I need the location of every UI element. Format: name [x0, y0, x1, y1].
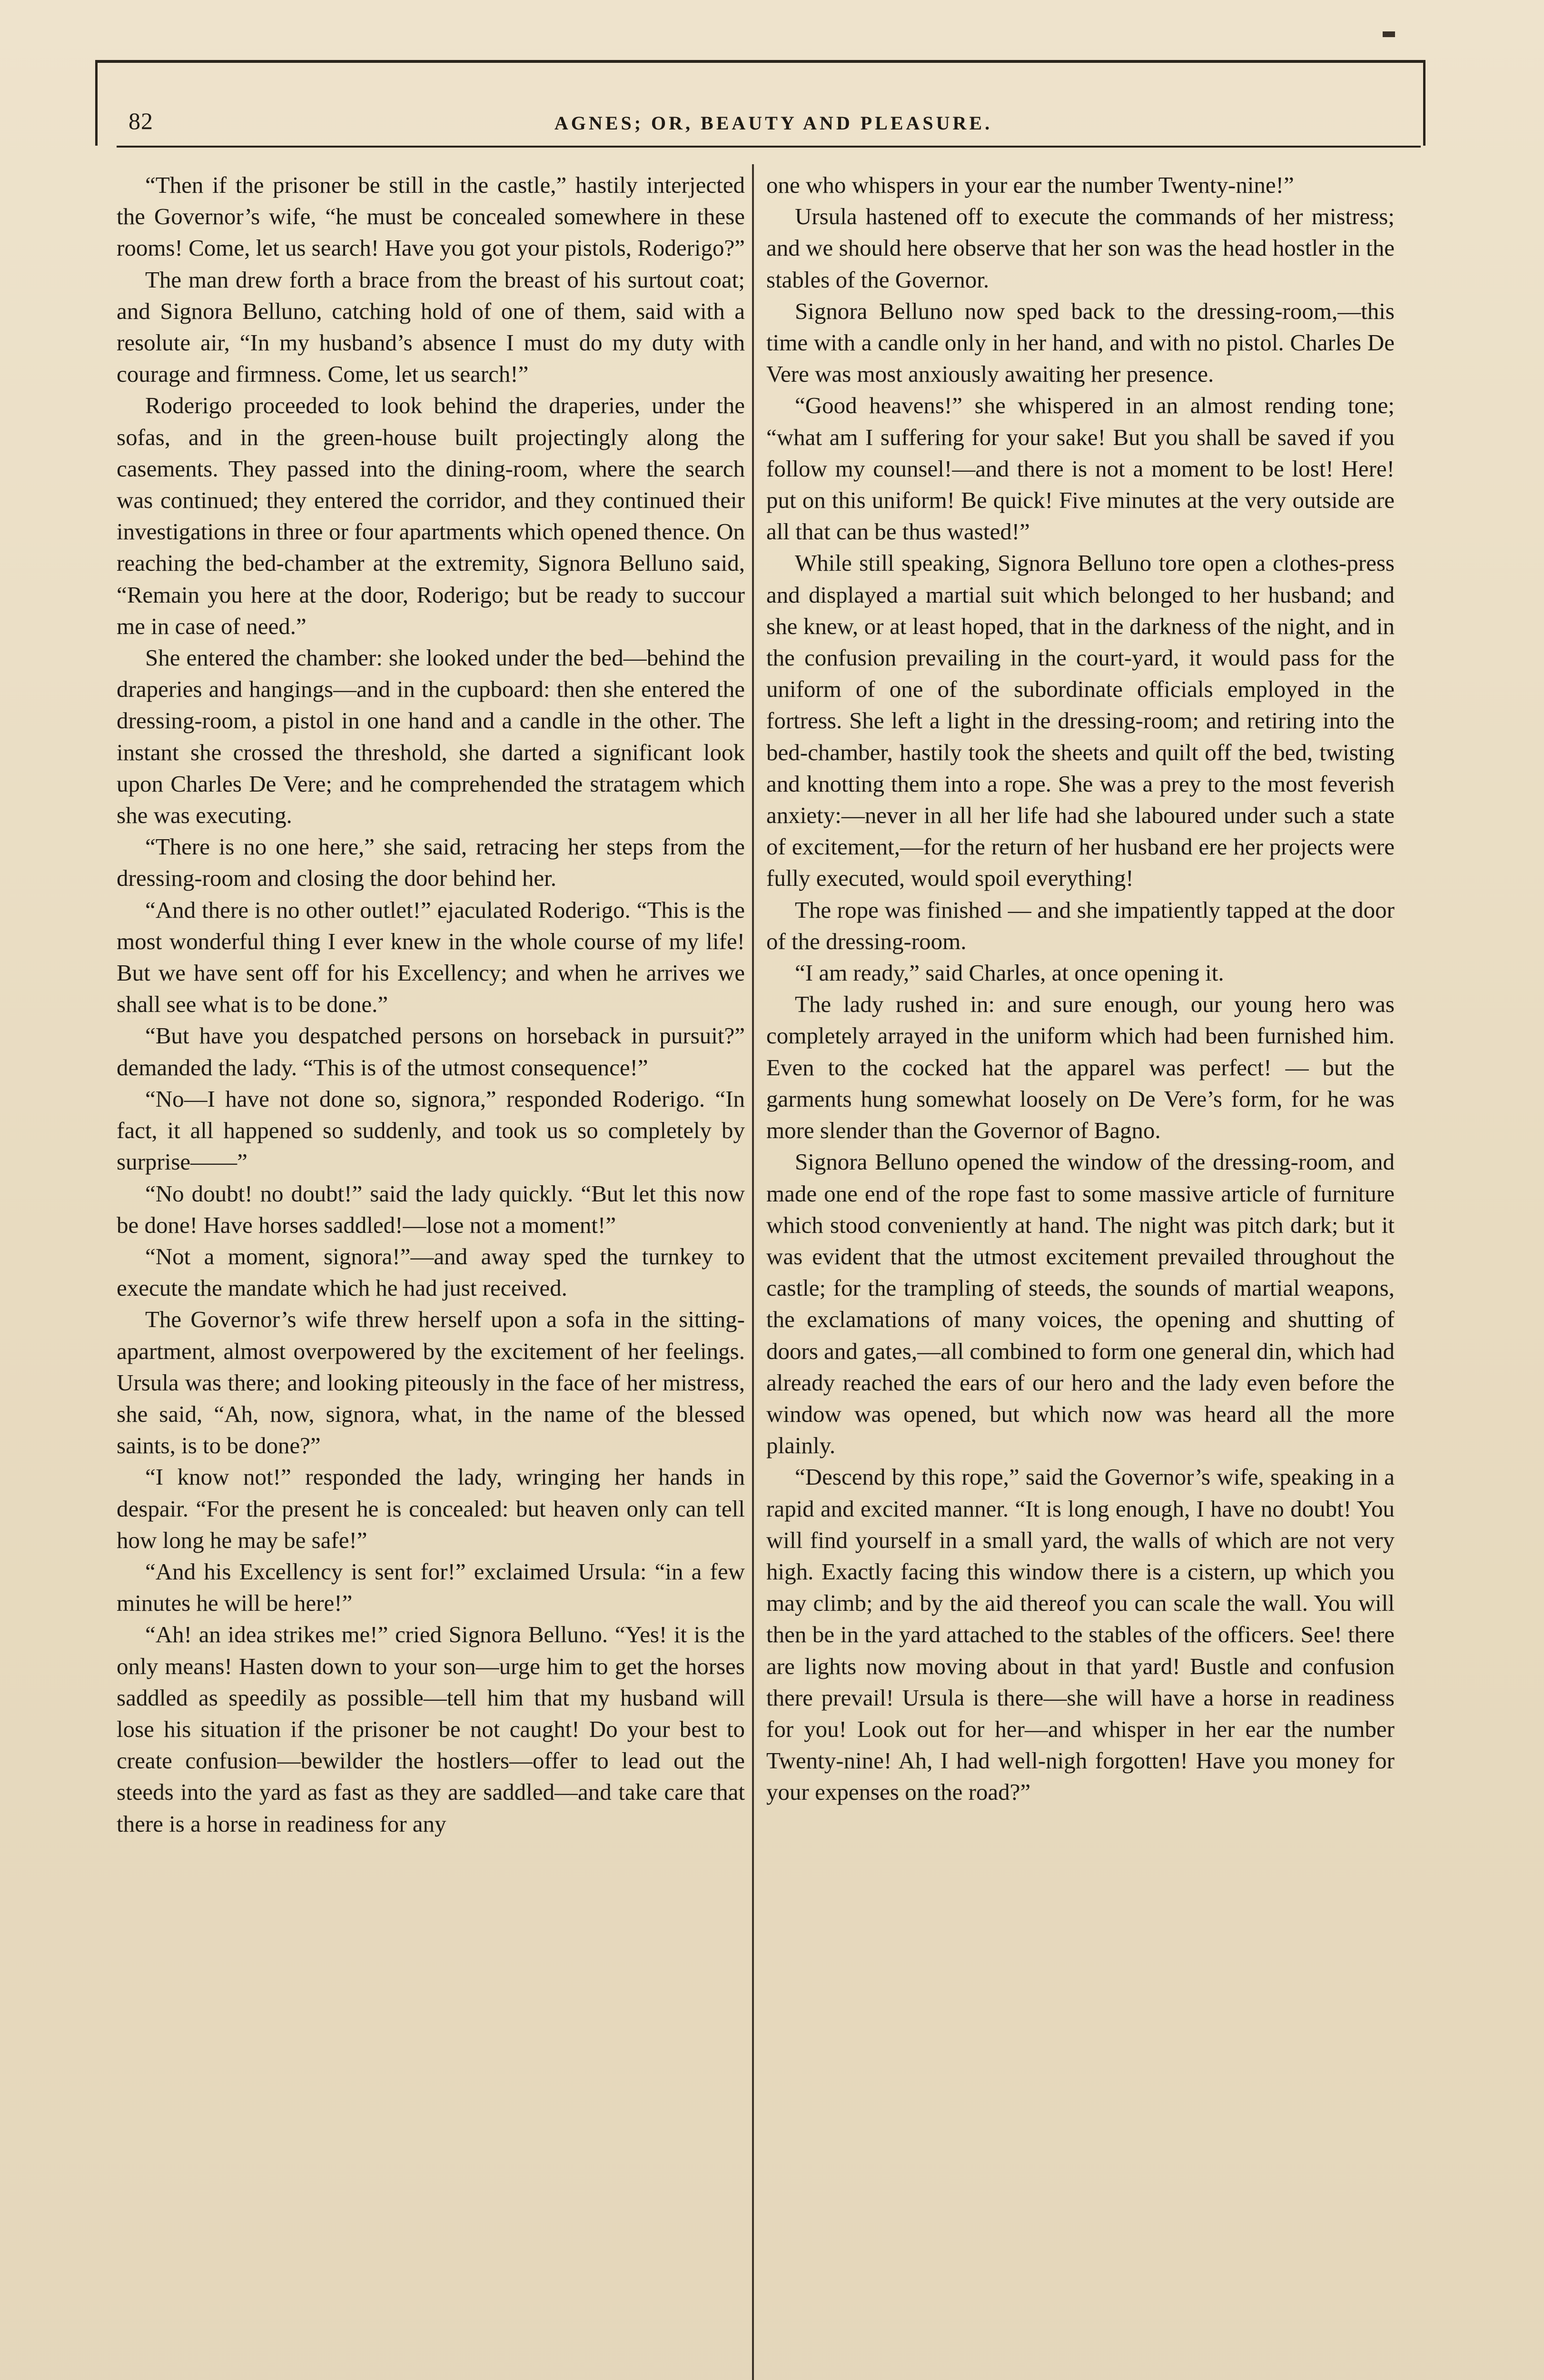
column-divider	[752, 164, 754, 2380]
paragraph-continuation: one who whispers in your ear the number Twenty-nine!”	[766, 172, 1294, 198]
paragraph: “No—I have not done so, signora,” responded Roderigo. “In fact, it all happened so suddenly, and took us so completely by surprise——”	[117, 1085, 745, 1175]
right-text-column	[766, 169, 1395, 1808]
paragraph: The rope was finished — and she impatiently tapped at the door of the dressing-room.	[766, 896, 1395, 954]
paragraph: She entered the chamber: she looked under the bed—behind the draperies and hangings—and in the cupboard: then she entered the dressing-room, a pistol in one hand and a candle in the other. The instant she crossed the threshold, she darted a significant look upon Charles De Vere; and he comprehended the stratagem which she was executing.	[117, 645, 745, 829]
paragraph: “Descend by this rope,” said the Governor’s wife, speaking in a rapid and excited manner. “It is long enough, I have no doubt! You will find yourself in a small yard, the walls of which are not very high. Exactly facing this window there is a cistern, up which you may climb; and by the aid thereof you can scale the wall. You will then be in the yard attached to the stables of the officers. See! there are lights now moving about in that yard! Bustle and confusion there prevail! Ursula is there—she will have a horse in readiness for you! Look out for her—and whisper in her ear the number Twenty-nine! Ah, I had well-nigh forgotten! Have you money for your expenses on the road?”	[766, 1464, 1395, 1805]
paragraph: The lady rushed in: and sure enough, our young hero was completely arrayed in the uniform which had been furnished him. Even to the cocked hat the apparel was perfect! — but the garments hung somewhat loosely on De Vere’s form, for he was more slender than the Governor of Bagno.	[766, 991, 1395, 1144]
paragraph: “Then if the prisoner be still in the castle,” hastily interjected the Governor’s wife, “he must be concealed somewhere in these rooms! Come, let us search! Have you got your pistols, Roderigo?”	[117, 172, 745, 261]
paragraph: “No doubt! no doubt!” said the lady quickly. “But let this now be done! Have horses saddled!—lose not a moment!”	[117, 1180, 745, 1238]
paragraph: While still speaking, Signora Belluno tore open a clothes-press and displayed a martial suit which belonged to her husband; and she knew, or at least hoped, that in the darkness of the night, and in the confusion prevailing in the court-yard, it would pass for the uniform of one of the subordinate officials employed in the fortress. She left a light in the dressing-room; and retiring into the bed-chamber, hastily took the sheets and quilt off the bed, twisting and knotting them into a rope. She was a prey to the most feverish anxiety:—never in all her life had she laboured under such a state of excitement,—for the return of her husband ere her projects were fully executed, would spoil everything!	[766, 550, 1395, 892]
paragraph: “Good heavens!” she whispered in an almost rending tone; “what am I suffering for your sake! But you shall be saved if you follow my counsel!—and there is not a moment to be lost! Here! put on this uniform! Be quick! Five minutes at the very outside are all that can be thus wasted!”	[766, 392, 1395, 545]
running-title: AGNES; OR, BEAUTY AND PLEASURE.	[554, 112, 993, 134]
left-border-rule	[95, 60, 98, 146]
page-header	[129, 107, 1418, 140]
paragraph: Signora Belluno now sped back to the dressing-room,—this time with a candle only in her hand, and with no pistol. Charles De Vere was most anxiously awaiting her presence.	[766, 298, 1395, 387]
paragraph: “Not a moment, signora!”—and away sped the turnkey to execute the mandate which he had just received.	[117, 1243, 745, 1301]
header-rule	[117, 146, 1421, 148]
paragraph: “I am ready,” said Charles, at once opening it.	[795, 960, 1224, 986]
top-border-rule	[95, 60, 1425, 63]
paragraph: “And there is no other outlet!” ejaculated Roderigo. “This is the most wonderful thing I ever knew in the whole course of my life! But we have sent off for his Excellency; and when he arrives we shall see what is to be done.”	[117, 896, 745, 1018]
paragraph: Roderigo proceeded to look behind the draperies, under the sofas, and in the green-house built projectingly along the casements. They passed into the dining-room, where the search was continued; they entered the corridor, and they continued their investigations in three or four apartments which opened thence. On reaching the bed-chamber at the extremity, Signora Belluno said, “Remain you here at the door, Roderigo; but be ready to succour me in case of need.”	[117, 392, 745, 639]
page-number: 82	[129, 108, 153, 134]
paragraph: “There is no one here,” she said, retracing her steps from the dressing-room and closing the door behind her.	[117, 833, 745, 892]
paragraph: “But have you despatched persons on horseback in pursuit?” demanded the lady. “This is of the utmost consequence!”	[117, 1022, 745, 1081]
left-text-column	[117, 169, 745, 1840]
paragraph: “I know not!” responded the lady, wringing her hands in despair. “For the present he is concealed: but heaven only can tell how long he may be safe!”	[117, 1464, 745, 1553]
paragraph: Signora Belluno opened the window of the dressing-room, and made one end of the rope fast to some massive article of furniture which stood conveniently at hand. The night was pitch dark; but it was evident that the utmost excitement prevailed throughout the castle; for the trampling of steeds, the sounds of martial weapons, the exclamations of many voices, the opening and shutting of doors and gates,—all combined to form one general din, which had already reached the ears of our hero and the lady even before the window was opened, but which now was heard all the more plainly.	[766, 1149, 1395, 1459]
right-border-rule	[1423, 60, 1425, 146]
paragraph: “And his Excellency is sent for!” exclaimed Ursula: “in a few minutes he will be here!”	[117, 1558, 745, 1616]
paragraph: The Governor’s wife threw herself upon a sofa in the sitting-apartment, almost overpowered by the excitement of her feelings. Ursula was there; and looking piteously in the face of her mistress, she said, “Ah, now, signora, what, in the name of the blessed saints, is to be done?”	[117, 1306, 745, 1459]
paragraph: The man drew forth a brace from the breast of his surtout coat; and Signora Belluno, catching hold of one of them, said with a resolute air, “In my husband’s absence I must do my duty with courage and firmness. Come, let us search!”	[117, 266, 745, 387]
paragraph: Ursula hastened off to execute the commands of her mistress; and we should here observe that her son was the head hostler in the stables of the Governor.	[766, 203, 1395, 293]
ink-mark	[1383, 31, 1395, 37]
paragraph: “Ah! an idea strikes me!” cried Signora Belluno. “Yes! it is the only means! Hasten down to your son—urge him to get the horses saddled as speedily as possible—tell him that my husband will lose his situation if the prisoner be not caught! Do your best to create confusion—bewilder the hostlers—offer to lead out the steeds into the yard as fast as they are saddled—and take care that there is a horse in readiness for any	[117, 1621, 745, 1837]
